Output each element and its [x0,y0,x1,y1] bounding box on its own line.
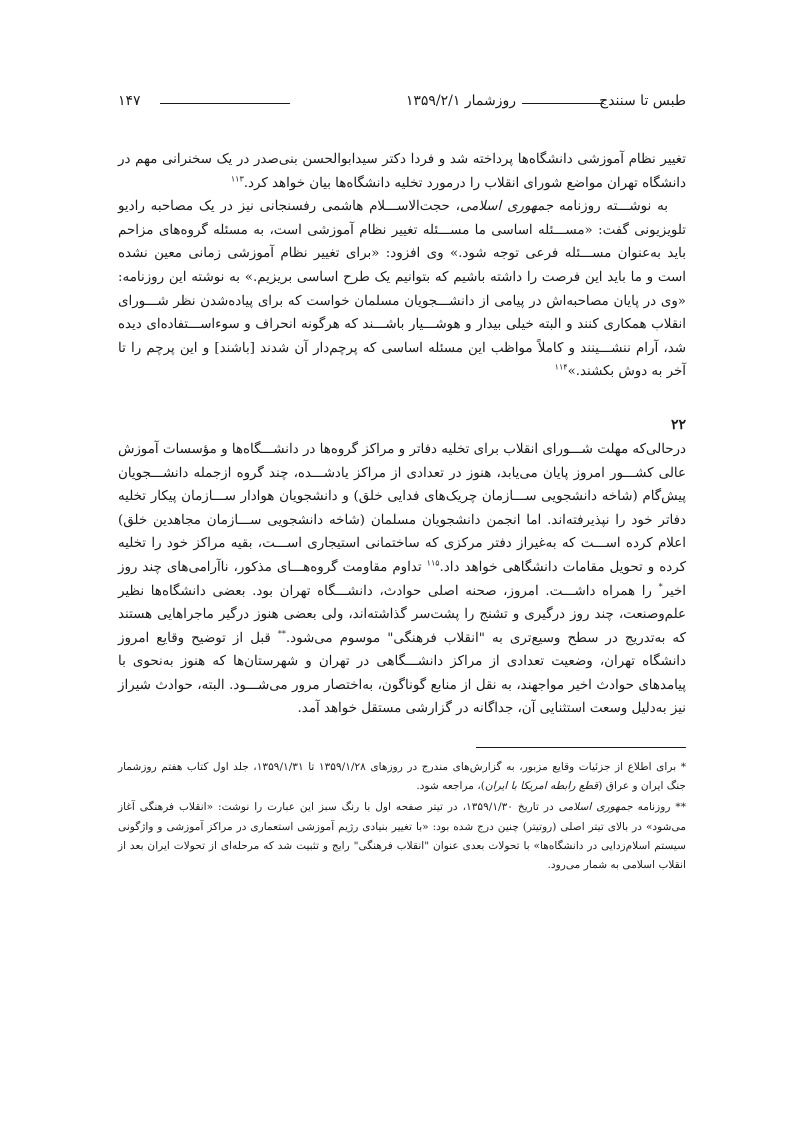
newspaper-name: جمهوری اسلامی [459,199,554,215]
endnote-ref: ۱۱۵ [426,558,440,568]
footnote-mark: * [680,761,686,774]
section-number: ۲۲ [670,416,686,433]
paragraph-text: تداوم مقاومت گروه‌هـــای مذکور، ناآرامی‌های چند روز اخیر [118,559,686,599]
book-page [118,88,686,877]
footnote-mark: * [658,582,663,592]
footnote-text: در تاریخ ۱۳۵۹/۱/۳۰، در تیتر صفحه اول با رنگ سبز این عبارت را نوشت: «انقلاب فرهنگی آغاز می‌شود» در بالای تیتر اصلی (روتیتر) چنین درج شده بود: «با تغییر بنیادی رژیم آموزشی استعماری در مراکز آموزشی و واژگونی سیستم اسلام‌زدایی در دانشگاه‌ها» با تحولات بعدی عنوان "انقلاب فرهنگی" رایج و تثبیت شد که مرحله‌ای از تحولات ایران بعد از انقلاب اسلامی به شمار می‌رود. [118,801,686,872]
footnote-divider [476,747,686,748]
paragraph-text: قبل از توضیح وقایع امروز دانشگاه تهران، وضعیت تعدادی از مراکز دانشـــگاهی در تهران و شهرستان‌ها که هنوز به‌نحوی با پیامدهای حوادث اخیر مواجهند، به نقل از منابع گوناگون، به‌اختصار مرور می‌شـــود. البته، حوادث شیراز نیز به‌دلیل وسعت استثنایی آن، جداگانه در گزارشی مستقل خواهد آمد. [118,630,686,717]
page-number: ۱۴۷ [118,93,141,109]
paragraph-university-reform [118,148,686,195]
footnote-text: برای اطلاع از جزئیات وقایع مزبور، به گزارش‌های مندرج در روزهای ۱۳۵۹/۱/۲۸ تا ۱۳۵۹/۱/۳۱، جلد اول کتاب هفتم روزشمار جنگ ایران و عراق ( [118,761,686,793]
footnote-1 [118,758,686,796]
paragraph-rafsanjani-interview [118,195,686,384]
paragraph-text: تغییر نظام آموزشی دانشگاه‌ها پرداخته شد و فردا دکتر سیدابوالحسن بنی‌صدر در یک سخنرانی مهم در دانشگاه تهران مواضع شورای انقلاب را درمورد تخلیه دانشگاه‌ها بیان خواهد کرد. [118,152,686,191]
book-title: طبس تا سنندج [599,93,686,109]
header-rule-left [160,103,290,104]
endnote-ref: ۱۱۴ [554,362,568,372]
paragraph-text: درحالی‌که مهلت شـــورای انقلاب برای تخلیه دفاتر و مراکز گروه‌ها در دانشـــگاه‌ها و مؤسسات آموزش عالی کشـــور امروز پایان می‌یابد، هنوز در تعدادی از مراکز یادشـــده، چند گروه ازجمله دانشـــجویان پیش‌گام (شاخه دانشجویی ســـازمان چریک‌های فدایی خلق) و دانشجویان هوادار ســـازمان پیکار تخلیه دفاتر خود را نپذیرفته‌اند. اما انجمن دانشجویان مسلمان (شاخه دانشجویی ســـازمان مجاهدین خلق) اعلام کرده اســـت که به‌غیراز دفتر مرکزی که ساختمانی استیجاری اســـت، بقیه مراکز خود را تخلیه کرده و تحویل مقامات دانشگاهی خواهد داد. [118,441,686,575]
paragraph-section-body [118,438,686,721]
newspaper-name: جمهوری اسلامی [558,801,633,814]
footnote-mark: ** [277,629,286,639]
book-title-italic: قطع رابطه امریکا با ایران [484,780,599,793]
footnote-mark: ** [675,801,686,814]
header-date: روزشمار ۱۳۵۹/۲/۱ [405,93,516,109]
footnote-text: روزنامه [632,801,676,814]
footnote-text: )، مراجعه شود. [416,780,485,793]
endnote-ref: ۱۱۳ [230,174,244,184]
running-header [118,88,686,114]
header-rule-right [522,103,604,104]
footnote-2 [118,798,686,875]
paragraph-text: را همراه داشـــت. امروز، صحنه اصلی حوادث، دانشـــگاه تهران بود. بعضی دانشگاه‌ها نظیر علم‌وصنعت، چند روز درگیری و تشنج را پشت‌سر گذاشته‌اند، ولی بعضی هنوز درگیر ماجراهایی هستند که به‌تدریج در سطح وسیع‌تری به "انقلاب فرهنگی" موسوم می‌شود. [118,583,686,646]
paragraph-text: به نوشـــته روزنامه [553,199,668,215]
paragraph-text: ، حجت‌الاســـلام هاشمی رفسنجانی نیز در یک مصاحبه رادیو تلویزیونی گفت: «مســـئله اساسی ما مســـئله تغییر نظام آموزشی است، به مسئله گروه‌های مزاحم باید به‌عنوان مســـئله فرعی توجه شود.» وی افزود: «برای تغییر نظام آموزشی زمانی معین نشده است و ما باید این فرصت را داشته باشیم که بتوانیم یک طرح اساسی بریزیم.» به نوشته این روزنامه: «وی در پایان مصاحبه‌اش در پیامی از دانشـــجویان مسلمان خواست که برای پیاده‌شدن نظر شـــورای انقلاب همکاری کنند و البته خیلی بیدار و هوشـــیار باشـــند که هرگونه انحراف و سوءاســـتفاده‌ای دیده شد، آرام ننشـــینند و کاملاً مواظب این مسئله اساسی که پرچم‌دار آن شدند [باشند] و این پرچم را تا آخر به دوش بکشند.» [118,199,686,380]
